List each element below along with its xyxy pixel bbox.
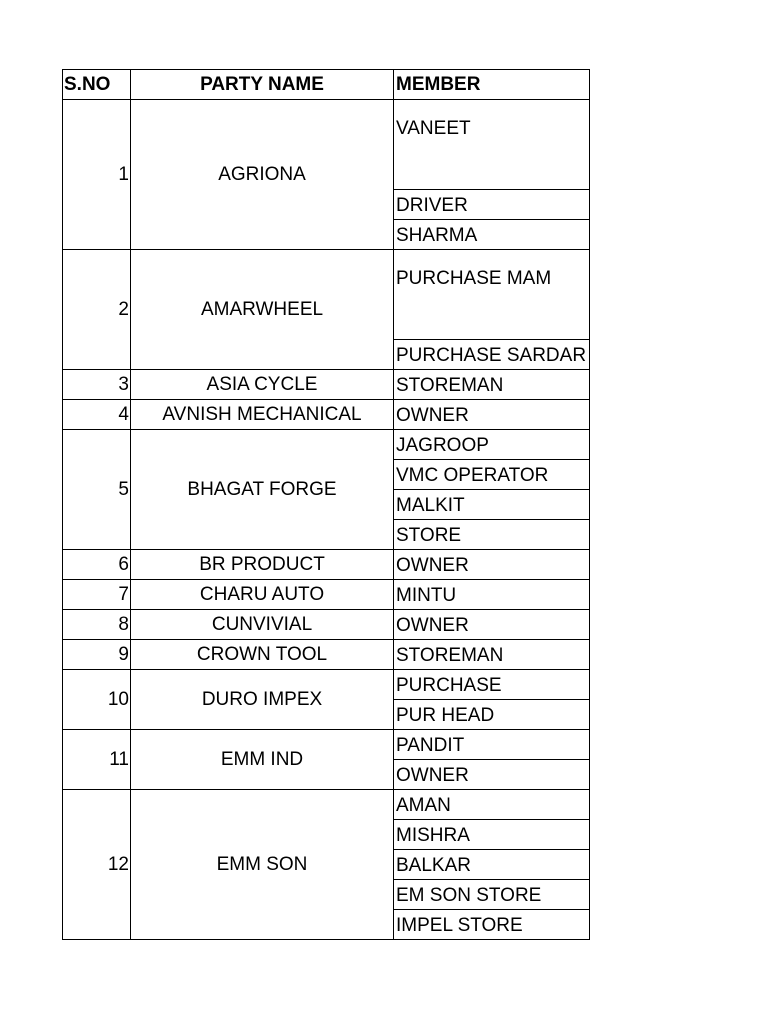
- member-cell: OWNER: [394, 610, 590, 640]
- member-cell: PUR HEAD: [394, 700, 590, 730]
- sno-cell: 4: [63, 400, 131, 430]
- table-row: [63, 670, 590, 700]
- table-row: [63, 550, 590, 580]
- member-cell: DRIVER: [394, 190, 590, 220]
- table-row: [63, 790, 590, 820]
- table-row: [63, 400, 590, 430]
- member-cell: OWNER: [394, 550, 590, 580]
- sno-cell: 2: [63, 250, 131, 370]
- party-name-cell: BHAGAT FORGE: [131, 430, 394, 550]
- sno-cell: 7: [63, 580, 131, 610]
- member-cell: STORE: [394, 520, 590, 550]
- party-name-cell: DURO IMPEX: [131, 670, 394, 730]
- party-name-cell: AMARWHEEL: [131, 250, 394, 370]
- member-cell: IMPEL STORE: [394, 910, 590, 940]
- member-cell: MALKIT: [394, 490, 590, 520]
- member-cell: STOREMAN: [394, 640, 590, 670]
- sno-cell: 11: [63, 730, 131, 790]
- table-row: [63, 730, 590, 760]
- member-cell: MISHRA: [394, 820, 590, 850]
- party-name-cell: EMM SON: [131, 790, 394, 940]
- header-row: [63, 70, 590, 100]
- sno-cell: 1: [63, 100, 131, 250]
- header-party-name: PARTY NAME: [131, 70, 394, 100]
- party-name-cell: AGRIONA: [131, 100, 394, 250]
- member-cell: AMAN: [394, 790, 590, 820]
- member-cell: PANDIT: [394, 730, 590, 760]
- table-row: [63, 370, 590, 400]
- member-cell: SHARMA: [394, 220, 590, 250]
- sno-cell: 10: [63, 670, 131, 730]
- table-row: [63, 580, 590, 610]
- sno-cell: 8: [63, 610, 131, 640]
- party-name-cell: CROWN TOOL: [131, 640, 394, 670]
- table-row: [63, 610, 590, 640]
- member-cell: VANEET: [394, 100, 590, 190]
- party-name-cell: CHARU AUTO: [131, 580, 394, 610]
- sno-cell: 6: [63, 550, 131, 580]
- member-cell: OWNER: [394, 760, 590, 790]
- sno-cell: 5: [63, 430, 131, 550]
- party-name-cell: EMM IND: [131, 730, 394, 790]
- member-cell: PURCHASE SARDAR: [394, 340, 590, 370]
- party-name-cell: AVNISH MECHANICAL: [131, 400, 394, 430]
- member-cell: MINTU: [394, 580, 590, 610]
- member-cell: VMC OPERATOR: [394, 460, 590, 490]
- member-cell: OWNER: [394, 400, 590, 430]
- party-name-cell: ASIA CYCLE: [131, 370, 394, 400]
- member-cell: PURCHASE: [394, 670, 590, 700]
- member-cell: JAGROOP: [394, 430, 590, 460]
- table-row: [63, 250, 590, 340]
- table-row: [63, 640, 590, 670]
- table-row: [63, 100, 590, 190]
- table-row: [63, 430, 590, 460]
- party-member-table: [62, 69, 590, 940]
- header-sno: S.NO: [63, 70, 131, 100]
- member-cell: STOREMAN: [394, 370, 590, 400]
- party-name-cell: BR PRODUCT: [131, 550, 394, 580]
- member-cell: BALKAR: [394, 850, 590, 880]
- table-body: [63, 70, 590, 940]
- sno-cell: 3: [63, 370, 131, 400]
- sno-cell: 9: [63, 640, 131, 670]
- member-cell: PURCHASE MAM: [394, 250, 590, 340]
- header-member: MEMBER: [394, 70, 590, 100]
- member-cell: EM SON STORE: [394, 880, 590, 910]
- sno-cell: 12: [63, 790, 131, 940]
- party-name-cell: CUNVIVIAL: [131, 610, 394, 640]
